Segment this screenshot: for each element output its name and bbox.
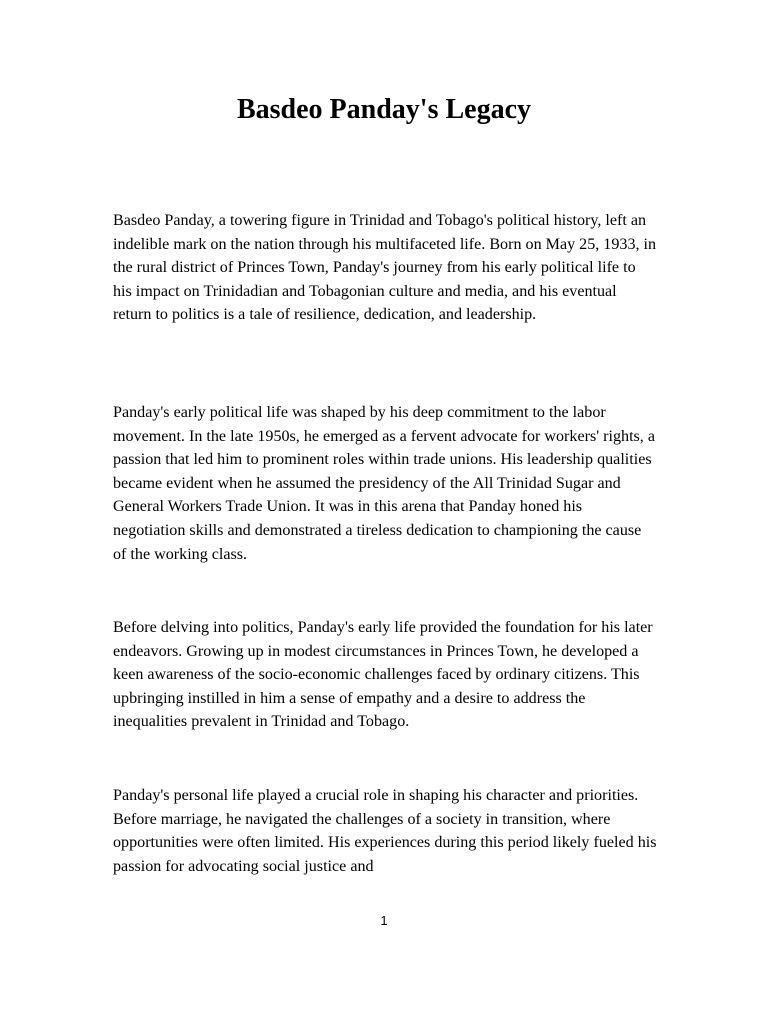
paragraph-early-political-life: Panday's early political life was shaped by his deep commitment to the labor movement. In the late 1950s, he emerged as a fervent advocate for workers' rights, a passion that led him to prominent roles within trade unions. His leadership qualities became evident when he assumed the presidency of the All Trinidad Sugar and General Workers Trade Union. It was in this arena that Panday honed his negotiation skills and demonstrated a tireless dedication to championing the cause of the working class. (113, 404, 655, 563)
paragraph-early-life: Before delving into politics, Panday's early life provided the foundation for his later endeavors. Growing up in modest circumstances in Princes Town, he developed a keen awareness of the socio-economic challenges faced by ordinary citizens. This upbringing instilled in him a sense of empathy and a desire to address the inequalities prevalent in Trinidad and Tobago. (113, 619, 653, 731)
paragraph-intro: Basdeo Panday, a towering figure in Trinidad and Tobago's political history, left an indelible mark on the nation through his multifaceted life. Born on May 25, 1933, in the rural district of Princes Town, Panday's journey from his early political life to his impact on Trinidadian and Tobagonian culture and media, and his eventual return to politics is a tale of resilience, dedication, and leadership. (113, 212, 657, 324)
document-title: Basdeo Panday's Legacy (236, 94, 532, 125)
paragraph-personal-life: Panday's personal life played a crucial role in shaping his character and priorities. Before marriage, he navigated the challenges of a society in transition, where opportunities were often limited. His experiences during this period likely fueled his passion for advocating social justice and (113, 787, 657, 875)
page-number: 1 (380, 913, 388, 928)
